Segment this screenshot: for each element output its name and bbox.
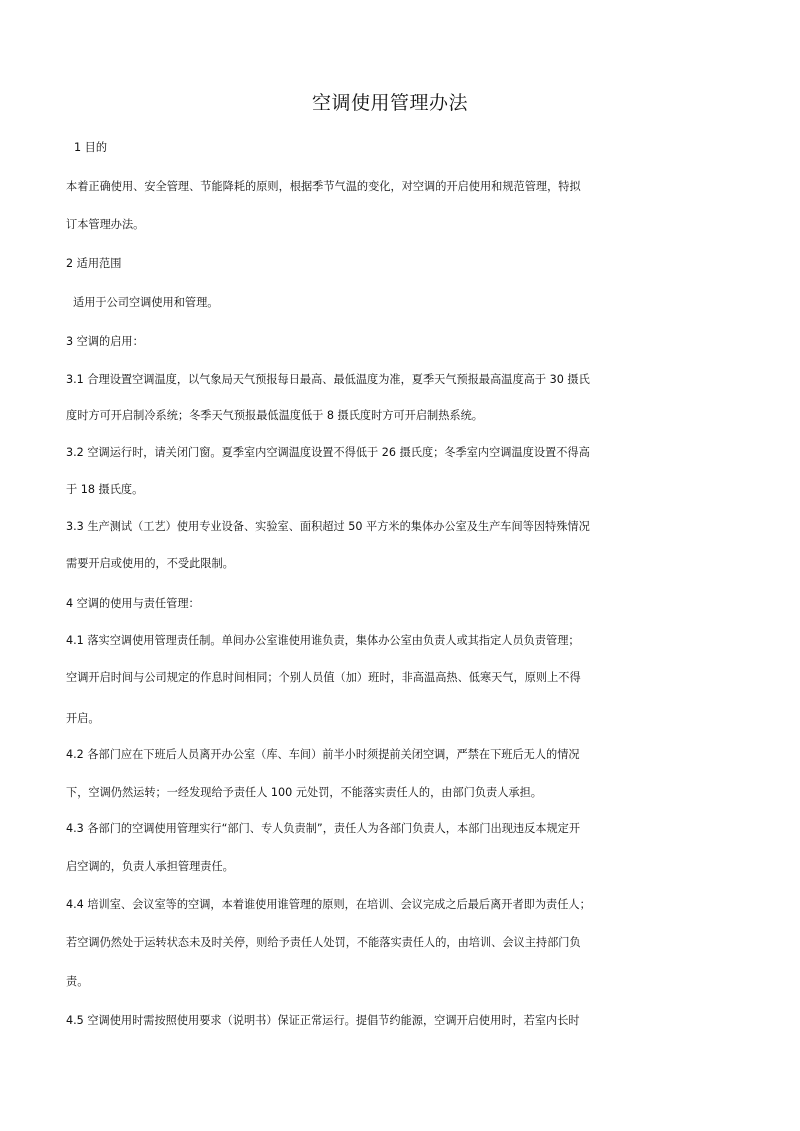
paragraph-line: 于 18 摄氏度。 bbox=[66, 483, 144, 496]
paragraph-line: 责。 bbox=[66, 975, 89, 988]
paragraph-line: 本着正确使用、安全管理、节能降耗的原则，根据季节气温的变化，对空调的开启使用和规范管理，特拟 bbox=[66, 180, 581, 193]
paragraph-line: 启空调的，负责人承担管理责任。 bbox=[66, 860, 234, 873]
section-heading-purpose: 1 目的 bbox=[74, 141, 108, 154]
paragraph-line: 订本管理办法。 bbox=[66, 218, 145, 231]
paragraph-line: 需要开启或使用的，不受此限制。 bbox=[66, 557, 234, 570]
clause-4-4: 4.4 培训室、会议室等的空调，本着谁使用谁管理的原则，在培训、会议完成之后最后离开者即为责任人； bbox=[66, 898, 591, 911]
paragraph-line: 空调开启时间与公司规定的作息时间相同；个别人员值（加）班时，非高温高热、低寒天气，原则上不得 bbox=[66, 671, 581, 684]
paragraph-line: 下，空调仍然运转；一经发现给予责任人 100 元处罚，不能落实责任人的，由部门负责人承担。 bbox=[66, 786, 542, 799]
paragraph-line: 若空调仍然处于运转状态未及时关停，则给予责任人处罚，不能落实责任人的，由培训、会议主持部门负 bbox=[66, 936, 581, 949]
clause-4-3: 4.3 各部门的空调使用管理实行“部门、专人负责制”，责任人为各部门负责人，本部门出现违反本规定开 bbox=[66, 822, 581, 835]
document-title: 空调使用管理办法 bbox=[311, 92, 468, 114]
paragraph-line: 适用于公司空调使用和管理。 bbox=[73, 296, 219, 309]
paragraph-line: 度时方可开启制冷系统；冬季天气预报最低温度低于 8 摄氏度时方可开启制热系统。 bbox=[66, 409, 483, 422]
clause-4-2: 4.2 各部门应在下班后人员离开办公室（库、车间）前半小时须提前关闭空调，严禁在下班后无人的情况 bbox=[66, 748, 580, 761]
paragraph-line: 开启。 bbox=[66, 712, 100, 725]
section-heading-activation: 3 空调的启用： bbox=[66, 335, 144, 348]
section-heading-scope: 2 适用范围 bbox=[66, 257, 122, 270]
clause-3-1: 3.1 合理设置空调温度，以气象局天气预报每日最高、最低温度为准，夏季天气预报最高温度高于 30 摄氏 bbox=[66, 373, 590, 386]
clause-4-5: 4.5 空调使用时需按照使用要求（说明书）保证正常运行。提倡节约能源，空调开启使用时，若室内长时 bbox=[66, 1014, 580, 1027]
section-heading-responsibility: 4 空调的使用与责任管理： bbox=[66, 597, 200, 610]
clause-4-1: 4.1 落实空调使用管理责任制。单间办公室谁使用谁负责，集体办公室由负责人或其指定人员负责管理； bbox=[66, 634, 580, 647]
clause-3-3: 3.3 生产测试（工艺）使用专业设备、实验室、面积超过 50 平方米的集体办公室及生产车间等因特殊情况 bbox=[66, 520, 590, 533]
clause-3-2: 3.2 空调运行时，请关闭门窗。夏季室内空调温度设置不得低于 26 摄氏度；冬季室内空调温度设置不得高 bbox=[66, 446, 590, 459]
